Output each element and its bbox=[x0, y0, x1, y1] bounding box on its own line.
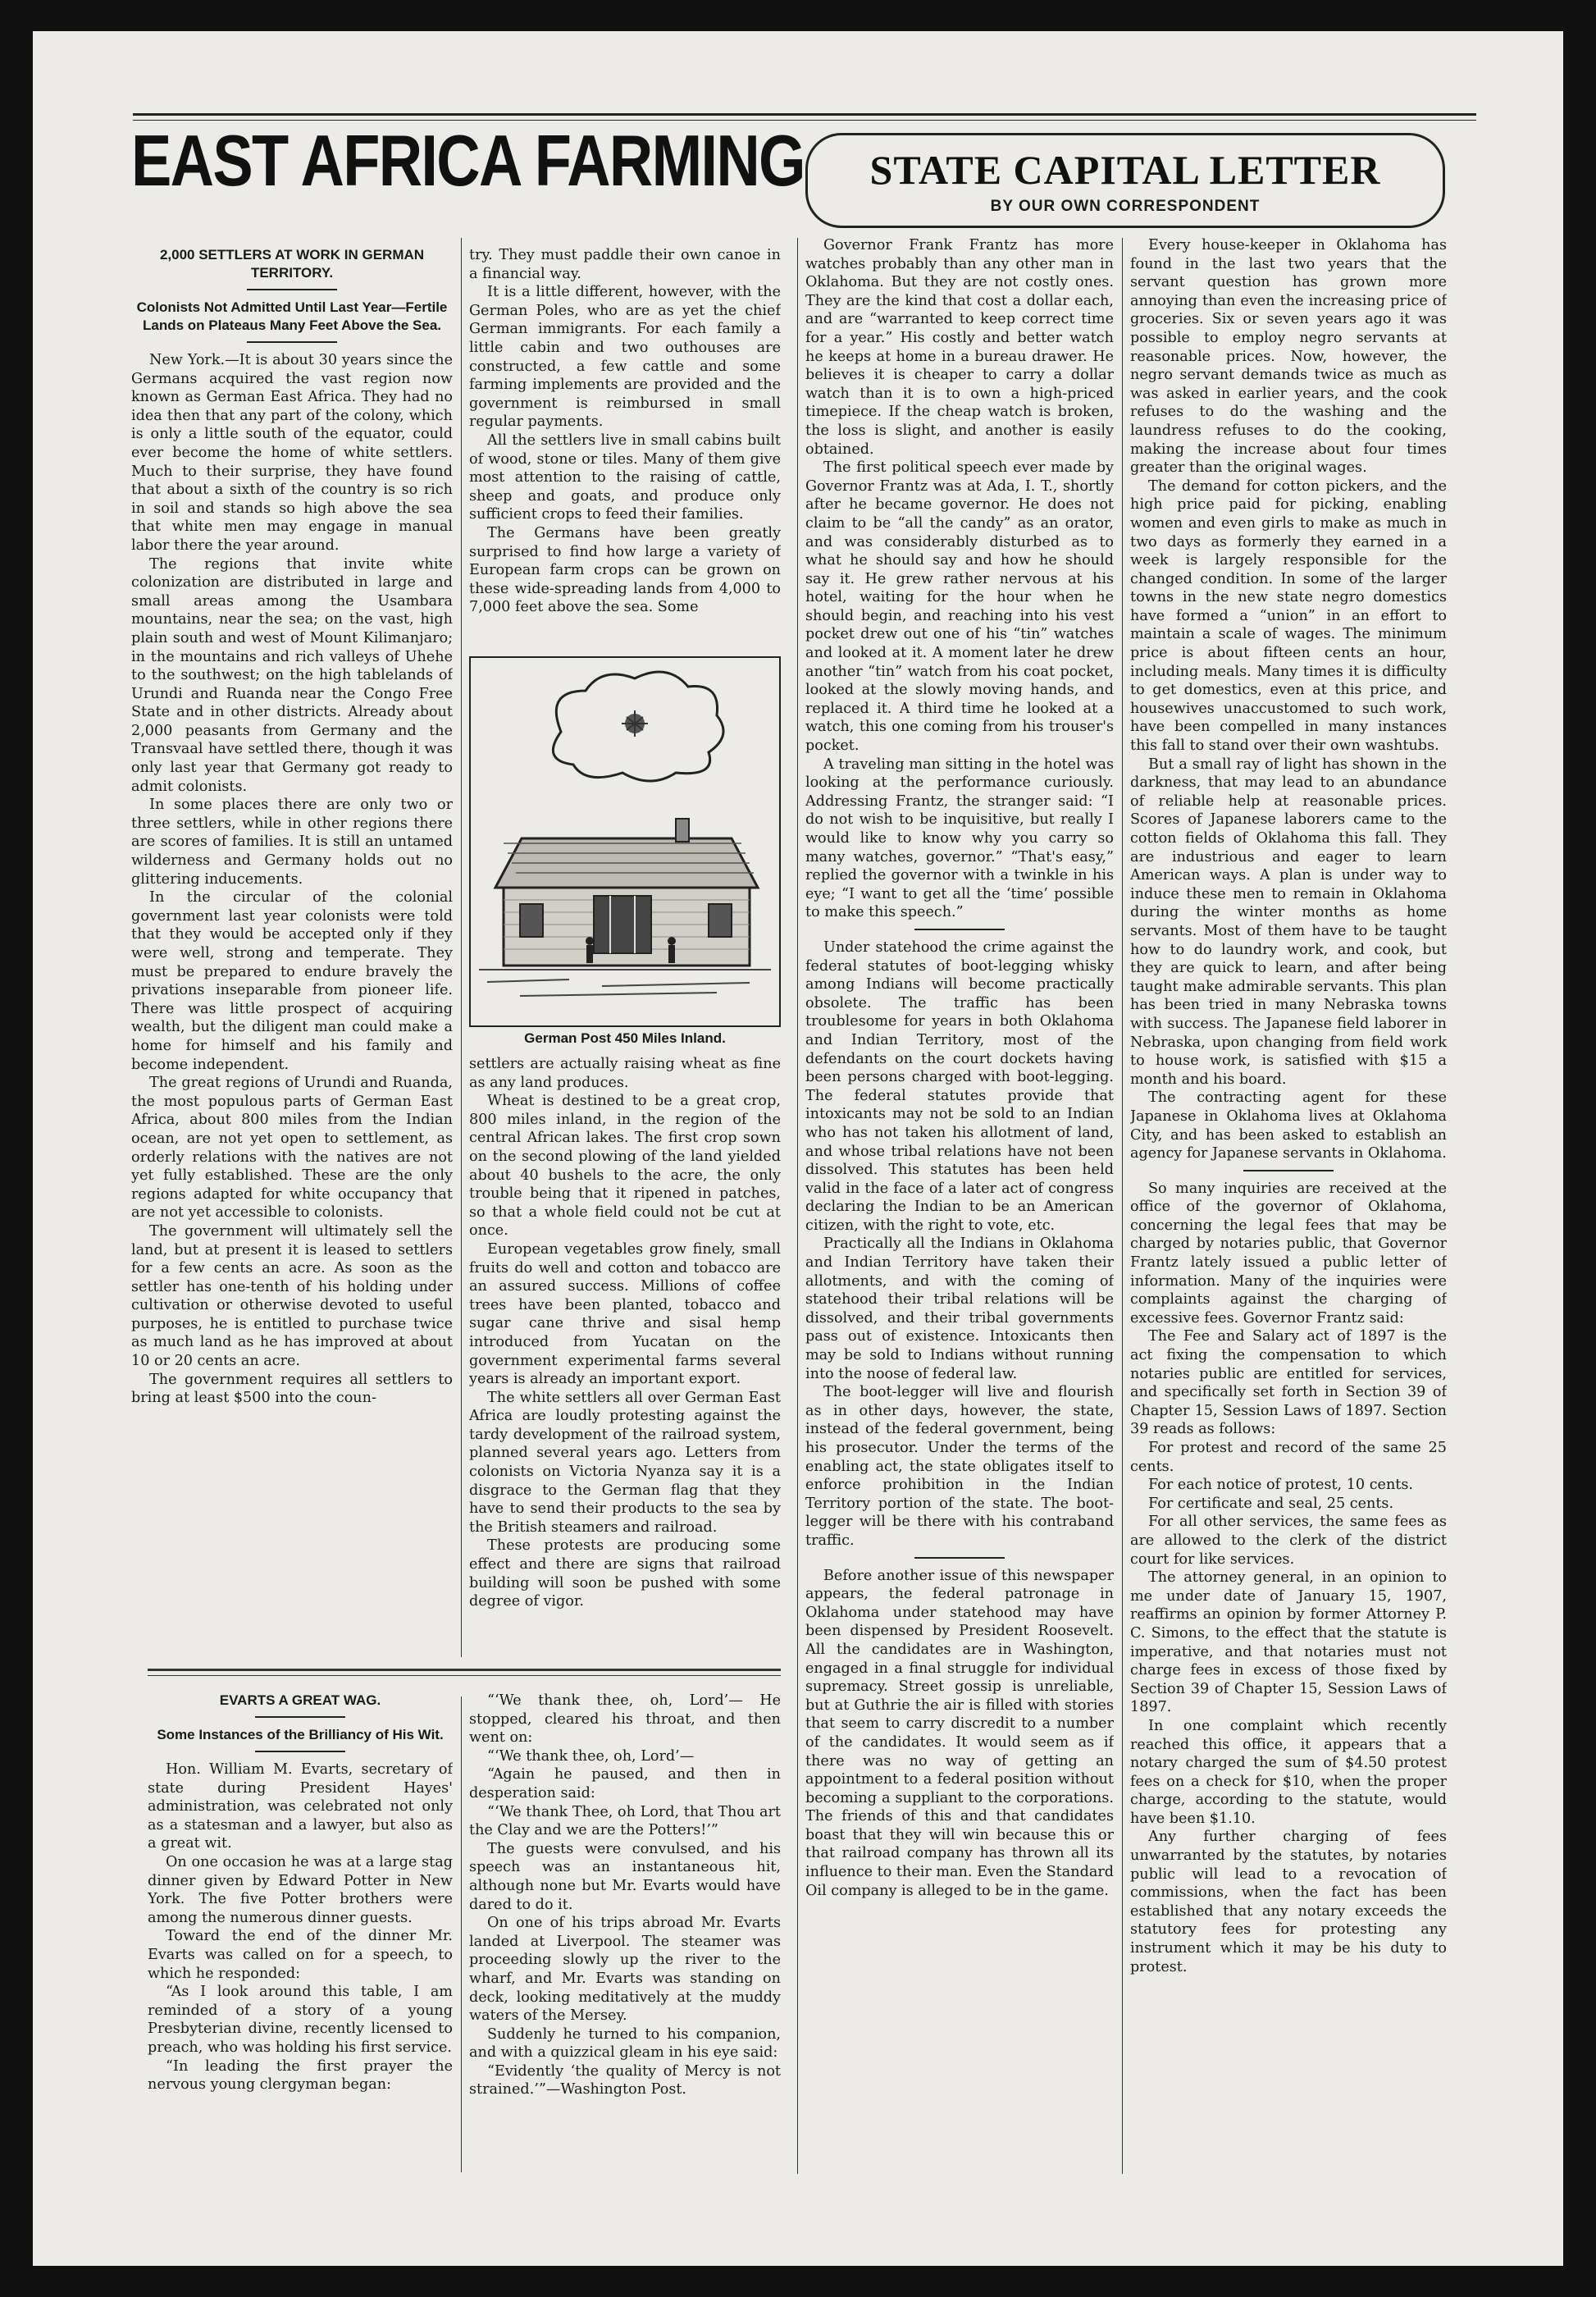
paragraph: All the settlers live in small cabins built of wood, stone or tiles. Many of them give most attention to the raising of cattle, sheep and goats, and produce only sufficient crops to feed their families. bbox=[469, 432, 781, 523]
paragraph: “‘We thank Thee, oh Lord, that Thou art the Clay and we are the Potters!’” bbox=[469, 1803, 781, 1839]
paragraph: Governor Frank Frantz has more watches probably than any other man in Oklahoma. But they are not costly ones. They are the kind that cost a dollar each, and are “warranted to keep correct time for a year.” His costly and better watch he keeps at home in a bureau drawer. He believes it is cheaper to carry a dollar watch than it is to own a high-priced timepiece. If the cheap watch is broken, the loss is slight, and another is easily obtained. bbox=[805, 237, 1114, 458]
paragraph: Every house-keeper in Oklahoma has found in the last two years that the servant question has grown more annoying than even the increasing price of groceries. Six or seven years ago it was possible to employ negro servants at reasonable prices. Now, however, the negro servant demands twice as much as was asked in earlier years, and the cook refuses to do the washing and the laundress refuses to do the cooking, making the increase about four times greater than the original wages. bbox=[1130, 237, 1447, 477]
paragraph: The boot-legger will live and flourish as in other days, however, the state, instead of the federal government, being his prosecutor. Under the terms of the enabling act, the state obligates itself to enforce prohibition in the Indian Territory portion of the state. The boot-legger will be there with his contraband traffic. bbox=[805, 1384, 1114, 1549]
paragraph: For all other services, the same fees as are allowed to the clerk of the district court for like services. bbox=[1130, 1514, 1447, 1568]
east-africa-column-2-bottom bbox=[469, 1055, 781, 1662]
paragraph: The government will ultimately sell the land, but at present it is leased to settlers for a few cents an acre. As soon as the settler has one-tenth of his holding under cultivation or otherwise devoted to useful purposes, he is entitled to purchase twice as much land as he has improved at about 10 or 20 cents an acre. bbox=[131, 1222, 453, 1370]
paragraph: The regions that invite white colonization are distributed in large and small areas among the Usambara mountains, near the sea; on the vast, high plain south and west of Mount Kilimanjaro; in the mountains and rich valleys of Uhehe to the southwest; on the high tablelands of Urundi and Ruanda near the Congo Free State and in other districts. Already about 2,000 peasants from Germany and the Transvaal have settled there, though it was only last year that Germany got ready to admit colonists. bbox=[131, 555, 453, 795]
paragraph: But a small ray of light has shown in the darkness, that may lead to an abundance of reliable help at reasonable prices. Scores of Japanese laborers came to the cotton fields of Oklahoma this fall. They are industrious and eager to learn American ways. A plan is under way to induce these men to remain in Oklahoma during the winter months as home servants. Most of them have to be taught how to do laundry work, and cook, but they are quick to learn, and after being taught make admirable servants. This plan has been tried in many Nebraska towns with success. The Japanese field laborer in Nebraska, upon changing from field work to house work, is satisfied with $15 a month and his board. bbox=[1130, 756, 1447, 1088]
paragraph: In some places there are only two or three settlers, while in other regions there are scores of families. It is still an untamed wilderness and Germany holds out no glittering inducements. bbox=[131, 797, 453, 888]
paragraph: Any further charging of fees unwarranted by the statutes, by notaries public will lead to a revocation of commissions, when the fact has been established that any notary exceeds the statutory fees for protesting any instrument which it may be his duty to protest. bbox=[1130, 1829, 1447, 1975]
illustration-caption: German Post 450 Miles Inland. bbox=[524, 1030, 726, 1046]
paragraph: The Fee and Salary act of 1897 is the act fixing the compensation to which notaries public are entitled for services, and specifically set forth in Section 39 of Chapter 15, Session Laws of 1897. Section 39 reads as follows: bbox=[1130, 1328, 1447, 1438]
paragraph: The Germans have been greatly surprised to find how large a variety of European farm crops can be grown on these wide-spreading lands from 4,000 to 7,000 feet above the sea. Some bbox=[469, 524, 781, 616]
newspaper-page bbox=[33, 31, 1563, 2266]
paragraph: try. They must paddle their own canoe in a financial way. bbox=[469, 247, 781, 282]
item-rule bbox=[1243, 1170, 1334, 1171]
deck-rule bbox=[247, 341, 337, 343]
state-capital-banner bbox=[805, 133, 1445, 228]
deck-rule bbox=[255, 1716, 345, 1718]
paragraph: Practically all the Indians in Oklahoma and Indian Territory have taken their allotments, and with the coming of statehood their tribal relations will be dissolved, and their tribal governments pass out of existence. Intoxicants then may be sold to Indians without running into the noose of federal law. bbox=[805, 1235, 1114, 1382]
porch bbox=[594, 896, 651, 953]
paragraph: “Again he paused, and then in desperation said: bbox=[469, 1766, 781, 1802]
paragraph: “In leading the first prayer the nervous young clergyman began: bbox=[148, 2057, 453, 2094]
evarts-deck: Some Instances of the Brilliancy of His Wit. bbox=[157, 1727, 444, 1742]
paragraph: So many inquiries are received at the office of the governor of Oklahoma, concerning the legal fees that may be charged by notaries public, that Governor Frantz lately issued a public letter of information. Many of the inquiries were complaints against the charging of excessive fees. Governor Frantz said: bbox=[1130, 1180, 1447, 1327]
deck-rule bbox=[255, 1751, 345, 1752]
paragraph: These protests are producing some effect and there are signs that railroad building will soon be pushed with some degree of vigor. bbox=[469, 1537, 781, 1610]
column-rule bbox=[797, 238, 798, 2174]
paragraph: For protest and record of the same 25 cents. bbox=[1130, 1440, 1447, 1475]
deck-rule bbox=[247, 289, 337, 290]
evarts-column-2 bbox=[469, 1692, 781, 2172]
paragraph: For certificate and seal, 25 cents. bbox=[1148, 1495, 1394, 1512]
paragraph: Hon. William M. Evarts, secretary of state during President Hayes' administration, was celebrated not only as a statesman and a lawyer, but also as a great wit. bbox=[148, 1761, 453, 1852]
byline: BY OUR OWN CORRESPONDENT bbox=[990, 198, 1261, 215]
paragraph: For each notice of protest, 10 cents. bbox=[1148, 1477, 1413, 1494]
paragraph: “‘We thank thee, oh, Lord’— bbox=[487, 1747, 695, 1765]
evarts-column-1 bbox=[148, 1692, 453, 2172]
paragraph: Toward the end of the dinner Mr. Evarts was called on for a speech, to which he responded: bbox=[148, 1928, 453, 1982]
window-left bbox=[520, 904, 543, 937]
paragraph: On one of his trips abroad Mr. Evarts landed at Liverpool. The steamer was proceeding slowly up the river to the wharf, and Mr. Evarts was standing on deck, looking meditatively at the muddy waters of the Mersey. bbox=[469, 1915, 781, 2025]
paragraph: Under statehood the crime against the federal statutes of boot-legging whisky among Indians will become practically obsolete. The traffic has been troublesome for years in both Oklahoma and Indian Territory, most of the defendants on the court dockets having been persons charged with boot-legging. The federal statutes provide that intoxicants may not be sold to an Indian who has not taken his allotment of land, and whose tribal relations have not been dissolved. This statutes has been held valid in the face of a later act of congress declaring the Indian to be an American citizen, with the right to vote, etc. bbox=[805, 938, 1114, 1234]
paragraph: New York.—It is about 30 years since the Germans acquired the vast region now known as German East Africa. They had no idea then that any part of the colony, which is only a little south of the equator, could ever become the home of white settlers. Much to their surprise, they have found that about a sixth of the country is so rich in soil and stands so high above the sea that white men may engage in manual labor there the year around. bbox=[131, 352, 453, 554]
figure-person-body bbox=[586, 945, 593, 963]
paragraph: The white settlers all over German East Africa are loudly protesting against the tardy development of the railroad system, planned several years ago. Letters from colonists on Victoria Nyanza say it is a disgrace to the German flag that they have to send their products to the sea by the British steamers and railroad. bbox=[469, 1389, 781, 1536]
east-africa-column-2-top bbox=[469, 246, 781, 650]
paragraph: A traveling man sitting in the hotel was looking at the performance curiously. Addressing Frantz, the stranger said: “I do not wish to be inquisitive, but really I would like to know why you carry so many watches, governor.” “That's easy,” replied the governor with a twinkle in his eye; “I want to get all the ‘time’ possible to make this speech.” bbox=[805, 756, 1114, 921]
german-post-illustration bbox=[469, 656, 781, 1027]
section-rule-thin bbox=[148, 1675, 781, 1676]
column-rule bbox=[461, 1696, 462, 2172]
state-capital-column-1 bbox=[805, 236, 1114, 2181]
state-capital-column-2 bbox=[1130, 236, 1447, 2181]
window-right bbox=[709, 904, 732, 937]
figure-person bbox=[668, 937, 676, 945]
state-capital-headline: STATE CAPITAL LETTER bbox=[869, 147, 1381, 193]
paragraph: “Evidently ‘the quality of Mercy is not strained.’”—Washington Post. bbox=[469, 2062, 781, 2098]
paragraph: The government requires all settlers to bring at least $500 into the coun- bbox=[131, 1371, 453, 1407]
paragraph: In the circular of the colonial government last year colonists were told that they would be accepted only if they were well, strong and temperate. They must be prepared to endure bravely the privations inseparable from pioneer life. There was little prospect of acquiring wealth, but the diligent man could make a home for himself and his family and become independent. bbox=[131, 889, 453, 1073]
east-africa-deck-1: 2,000 SETTLERS AT WORK IN GERMAN TERRITORY. bbox=[159, 247, 425, 281]
house-drawing bbox=[471, 658, 779, 1025]
sun-rays bbox=[622, 710, 648, 737]
chimney bbox=[676, 819, 689, 842]
figure-person bbox=[586, 937, 594, 945]
paragraph: European vegetables grow finely, small fruits do well and cotton and tobacco are an assured success. Millions of coffee trees have been planted, tobacco and sugar cane thrive and sisal hemp introduced from Yucatan on the government experimental farms several years is already an important export. bbox=[469, 1240, 781, 1388]
paragraph: The first political speech ever made by Governor Frantz was at Ada, I. T., shortly after he became governor. He does not claim to be “all the candy” as an orator, and was considerably disturbed as to what he should say and how he should say it. He grew rather nervous at his hotel, waiting for the hour when he should begin, and reaching into his vest pocket drew out one of his “tin” watches and looked at it. A moment later he drew another “tin” watch from his coat pocket, looked at the slowly moving hands, and replaced it. A third time he looked at a watch, this one coming from his trouser's pocket. bbox=[805, 459, 1114, 755]
item-rule bbox=[914, 1557, 1005, 1559]
east-africa-column-1 bbox=[131, 246, 453, 1657]
column-rule bbox=[461, 238, 462, 1657]
figure-person-body bbox=[668, 945, 675, 963]
paragraph: Wheat is destined to be a great crop, 800 miles inland, in the region of the central African lakes. The first crop sown on the second plowing of the land yielded about 40 bushels to the acre, the only trouble being that it ripened in patches, so that a whole field could not be cut at once. bbox=[469, 1093, 781, 1240]
top-rule bbox=[133, 113, 1476, 116]
column-rule bbox=[1122, 238, 1123, 2174]
paragraph: Before another issue of this newspaper appears, the federal patronage in Oklahoma under statehood may have been dispensed by President Roosevelt. All the candidates are in Washington, engaged in a final struggle for individual supremacy. Street gossip is unreliable, but at Guthrie the air is filled with stories that seem to carry discredit to a number of the candidates. It would seem as if there was no way of getting an appointment to a federal position without becoming a suppliant to the corporations. The friends of this and that candidates boast that they will win because this or that railroad company has thrown all its influence to their man. Even the Standard Oil company is alleged to be in the game. bbox=[805, 1567, 1114, 1899]
paragraph: The demand for cotton pickers, and the high price paid for picking, enabling women and even girls to make as much in two days as formerly they earned in a week is largely responsible for the changed condition. In some of the larger towns in the new state negro domestics have formed a “union” in an effort to maintain a scale of wages. The minimum price is about fifteen cents an hour, including meals. Many times it is difficulty to get domestics, even at this price, and housewives unaccustomed to such work, have been compelled in many instances this fall to stand over their own washtubs. bbox=[1130, 477, 1447, 755]
paragraph: “As I look around this table, I am reminded of a story of a young Presbyterian divine, recently licensed to preach, who was holding his first service. bbox=[148, 1984, 453, 2056]
paragraph: “‘We thank thee, oh, Lord’— He stopped, cleared his throat, and then went on: bbox=[469, 1692, 781, 1747]
paragraph: On one occasion he was at a large stag dinner given by Edward Potter in New York. The five Potter brothers were among the numerous dinner guests. bbox=[148, 1853, 453, 1926]
paragraph: It is a little different, however, with the German Poles, who are as yet the chief German immigrants. For each family a little cabin and two outhouses are constructed, a few cattle and some farming implements are provided and the government is reimbursed in small regular payments. bbox=[469, 284, 781, 431]
paragraph: Suddenly he turned to his companion, and with a quizzical gleam in his eye said: bbox=[469, 2025, 781, 2062]
evarts-headline: EVARTS A GREAT WAG. bbox=[219, 1692, 381, 1708]
paragraph: The attorney general, in an opinion to me under date of January 15, 1907, reaffirms an opinion by former Attorney P. C. Simons, to the effect that the statute is imperative, and that notaries must not charge fees in excess of those fixed by Section 39 of Chapter 15, Session Laws of 1897. bbox=[1130, 1569, 1447, 1716]
item-rule bbox=[914, 929, 1005, 930]
paragraph: The great regions of Urundi and Ruanda, the most populous parts of German East Africa, about 800 miles from the Indian ocean, are not yet open to settlement, as orderly relations with the natives are not yet fully established. These are the only regions adapted for white occupancy that are not yet accessible to colonists. bbox=[131, 1075, 453, 1222]
east-africa-headline: EAST AFRICA FARMING bbox=[131, 120, 805, 201]
east-africa-deck-2: Colonists Not Admitted Until Last Year—Fertile Lands on Plateaus Many Feet Above the Sea. bbox=[136, 299, 448, 333]
paragraph: The guests were convulsed, and his speech was an instantaneous hit, although none but Mr. Evarts would have dared to do it. bbox=[469, 1840, 781, 1913]
paragraph: The contracting agent for these Japanese in Oklahoma lives at Oklahoma City, and has been asked to establish an agency for Japanese servants in Oklahoma. bbox=[1130, 1089, 1447, 1162]
paragraph: In one complaint which recently reached this office, it appears that a notary charged the sum of $4.50 protest fees on a check for $10, when the proper charge, according to the statute, would have been $1.10. bbox=[1130, 1717, 1447, 1827]
ground-lines bbox=[479, 970, 771, 996]
section-rule bbox=[148, 1669, 781, 1671]
paragraph: settlers are actually raising wheat as fine as any land produces. bbox=[469, 1056, 781, 1091]
